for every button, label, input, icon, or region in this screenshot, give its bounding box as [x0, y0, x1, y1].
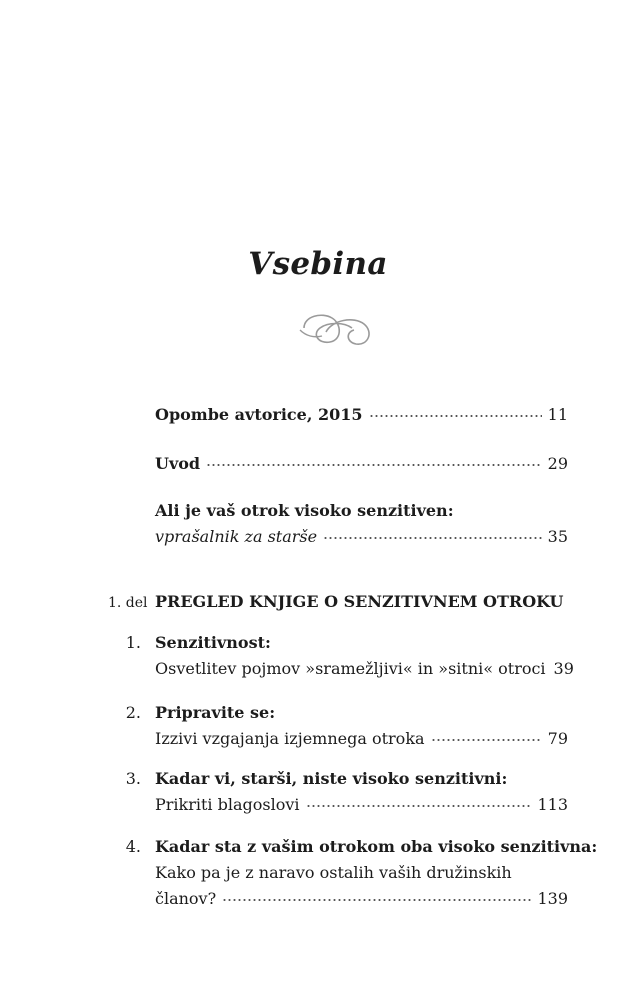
toc-page-number: 113 [537, 795, 568, 814]
chapter-number: 1. [125, 633, 141, 652]
dot-leader [431, 738, 542, 746]
toc-entry-questionnaire[interactable] [155, 498, 568, 550]
toc-entry-subtitle: Kako pa je z naravo ostalih vaših družinskih [155, 863, 512, 882]
toc-entry-author-notes[interactable] [155, 402, 568, 428]
dot-leader [306, 804, 532, 812]
toc-entry-title: Opombe avtorice, 2015 [155, 405, 363, 424]
toc-page-number: 39 [553, 659, 574, 678]
toc-entry-title: Kadar sta z vašim otrokom oba visoko senzitivna: [155, 837, 598, 856]
page-title: Vsebina [248, 246, 388, 282]
toc-page-number: 35 [547, 527, 568, 546]
toc-page-number: 11 [547, 405, 568, 424]
dot-leader [222, 898, 531, 906]
double-loop-ornament-icon [298, 306, 378, 348]
toc-entry-title: Uvod [155, 454, 201, 473]
toc-page-number: 79 [547, 729, 568, 748]
toc-entry-title: Ali je vaš otrok visoko senzitiven: [155, 501, 454, 520]
part-title: PREGLED KNJIGE O SENZITIVNEM OTROKU [155, 592, 564, 611]
toc-entry-subtitle-continued: članov? [155, 889, 217, 908]
part-label: 1. del [108, 595, 148, 611]
toc-chapter-2[interactable] [155, 700, 568, 752]
dot-leader [369, 414, 542, 422]
toc-entry-subtitle: Prikriti blagoslovi [155, 795, 300, 814]
toc-entry-title: Pripravite se: [155, 703, 276, 722]
toc-entry-title: Kadar vi, starši, niste visoko senzitivni: [155, 769, 508, 788]
chapter-number: 3. [125, 769, 141, 788]
toc-entry-subtitle: Osvetlitev pojmov »sramežljivi« in »sitni« otroci [155, 659, 546, 678]
toc-chapter-3[interactable] [155, 766, 568, 818]
toc-page-number: 29 [547, 454, 568, 473]
toc-entry-title: Senzitivnost: [155, 633, 271, 652]
dot-leader [206, 463, 542, 471]
toc-entry-subtitle: vprašalnik za starše [155, 527, 318, 546]
toc-entry-introduction[interactable] [155, 451, 568, 477]
toc-chapter-1[interactable] [155, 630, 574, 682]
toc-entry-subtitle: Izzivi vzgajanja izjemnega otroka [155, 729, 425, 748]
chapter-number: 4. [125, 837, 141, 856]
dot-leader [323, 536, 542, 544]
chapter-number: 2. [125, 703, 141, 722]
toc-page-number: 139 [537, 889, 568, 908]
toc-chapter-4[interactable] [155, 834, 598, 912]
